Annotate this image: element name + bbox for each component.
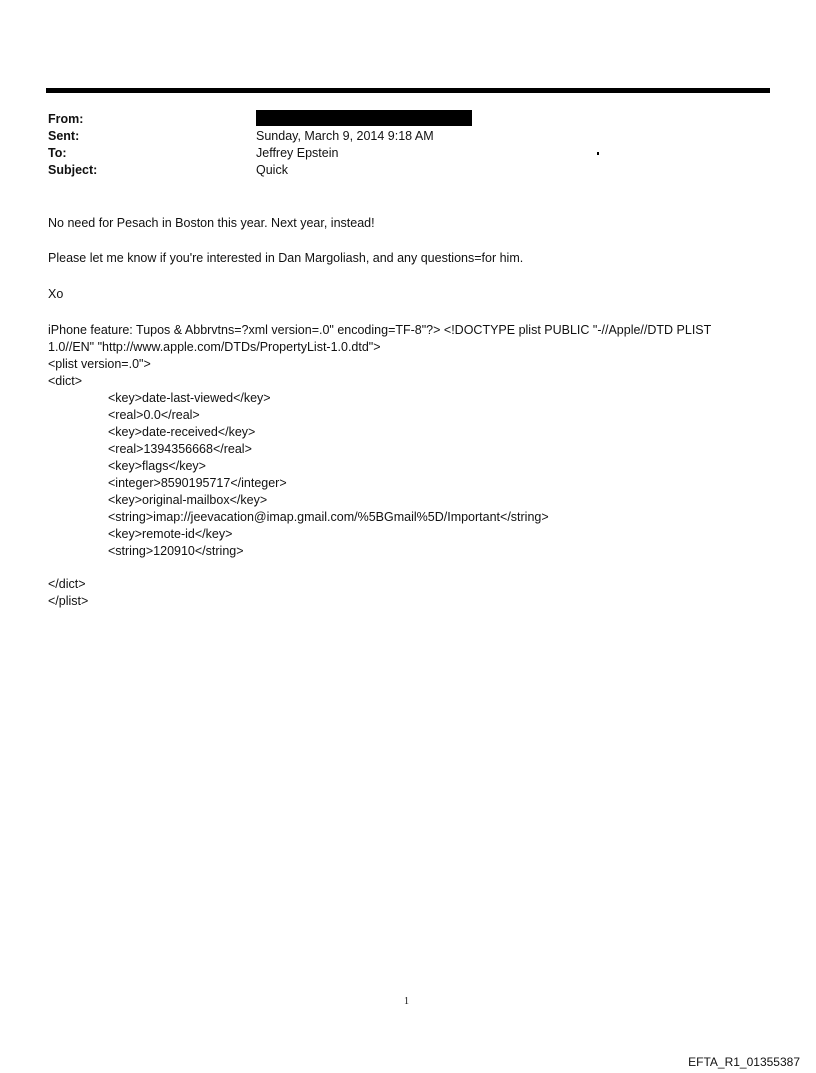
page-number: 1 [404,996,409,1007]
xml-line: <key>date-received</key> [108,425,256,439]
xml-line: <key>remote-id</key> [108,527,233,541]
xml-line: <key>date-last-viewed</key> [108,391,271,405]
header-rule [46,88,770,93]
xml-line: <real>1394356668</real> [108,442,252,456]
from-label: From: [48,112,84,126]
xml-line: </plist> [48,594,89,608]
body-paragraph-2: Please let me know if you're interested in Dan Margoliash, and any questions=for him. [48,251,524,265]
xml-line: <integer>8590195717</integer> [108,476,287,490]
redacted-sender [256,110,472,126]
xml-line: 1.0//EN" "http://www.apple.com/DTDs/PropertyList-1.0.dtd"> [48,340,381,354]
xml-line: <key>original-mailbox</key> [108,493,268,507]
xml-line: <string>120910</string> [108,544,244,558]
xml-line: <real>0.0</real> [108,408,200,422]
xml-line: <key>flags</key> [108,459,206,473]
xml-line: iPhone feature: Tupos & Abbrvtns=?xml version=.0" encoding=TF-8"?> <!DOCTYPE plist PUBLIC "-//Apple//DTD PLIST [48,323,712,337]
to-label: To: [48,146,67,160]
xml-line: <string>imap://jeevacation@imap.gmail.com/%5BGmail%5D/Important</string> [108,510,549,524]
body-paragraph-3: Xo [48,287,64,301]
footer-document-id: EFTA_R1_01355387 [688,1055,800,1069]
sent-value: Sunday, March 9, 2014 9:18 AM [256,129,434,143]
xml-line: </dict> [48,577,86,591]
subject-value: Quick [256,163,288,177]
sent-label: Sent: [48,129,80,143]
to-value: Jeffrey Epstein [256,146,339,160]
subject-label: Subject: [48,163,98,177]
body-paragraph-1: No need for Pesach in Boston this year. Next year, instead! [48,216,375,230]
xml-line: <plist version=.0"> [48,357,151,371]
stray-mark [597,152,599,155]
xml-line: <dict> [48,374,83,388]
